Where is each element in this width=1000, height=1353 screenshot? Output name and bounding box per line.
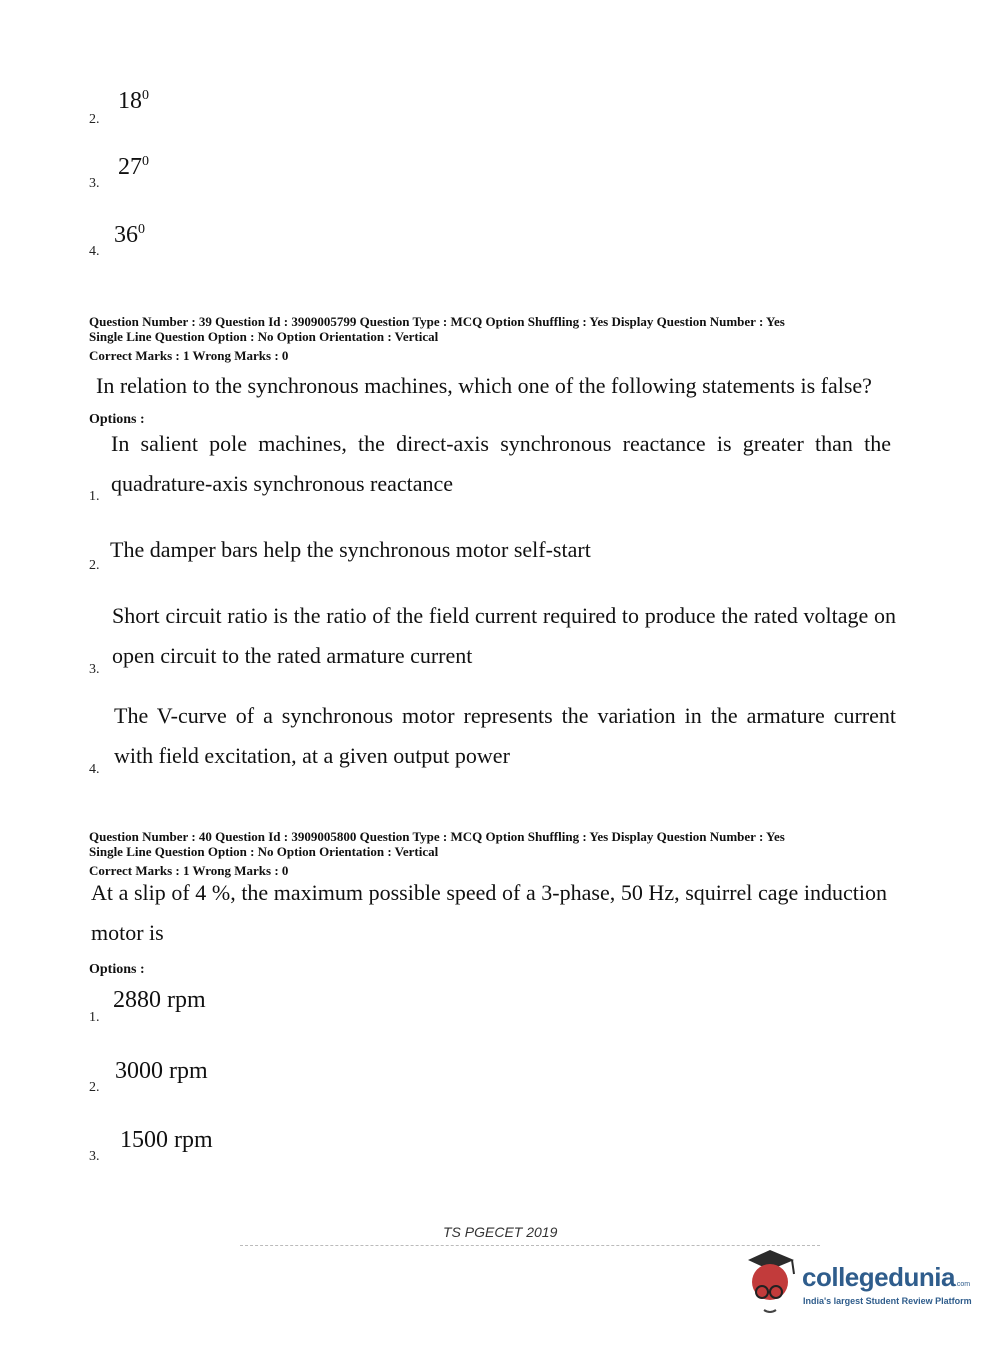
option-number: 2. [89,1080,100,1095]
option-sup: 0 [142,88,149,103]
option-text: 2880 rpm [113,987,206,1013]
option-text: 1500 rpm [120,1127,213,1153]
question-meta-line2: Single Line Question Option : No Option Orientation : Vertical [89,329,439,344]
question-meta [89,829,909,859]
option-text: Short circuit ratio is the ratio of the field current required to produce the rated voltage on open circuit to the rated armature current [112,603,896,668]
question-meta [89,314,909,344]
options-label: Options : [89,412,145,427]
option-base: 36 [114,222,138,248]
brand-tagline: India's largest Student Review Platform [803,1296,972,1306]
footer-divider [240,1245,820,1246]
question-meta-line2: Single Line Question Option : No Option Orientation : Vertical [89,844,439,859]
question-marks: Correct Marks : 1 Wrong Marks : 0 [89,348,289,363]
option-number: 3. [89,662,100,677]
brand-suffix: .com [954,1281,971,1288]
question-marks: Correct Marks : 1 Wrong Marks : 0 [89,863,289,878]
question-text: At a slip of 4 %, the maximum possible speed of a 3-phase, 50 Hz, squirrel cage induction motor is [91,880,887,945]
option-number: 2. [89,558,100,573]
option-sup: 0 [142,154,149,169]
option-number: 4. [89,762,100,777]
option-sup: 0 [138,222,145,237]
options-label: Options : [89,962,145,977]
option-text: 3000 rpm [115,1058,208,1084]
footer-title: TS PGECET 2019 [443,1224,558,1240]
question-meta-line1: Question Number : 40 Question Id : 3909005800 Question Type : MCQ Option Shuffling : Yes Display Question Number : Yes [89,829,785,844]
collegedunia-mascot-icon [740,1246,800,1318]
brand-name: collegedunia [802,1262,955,1292]
option-text: In salient pole machines, the direct-axis synchronous reactance is greater than the quadrature-axis synchronous reactance [111,431,891,496]
brand-logo [802,1262,970,1293]
option-text: The V-curve of a synchronous motor represents the variation in the armature current with field excitation, at a given output power [114,703,896,768]
option-base: 27 [118,154,142,180]
question-meta-line1: Question Number : 39 Question Id : 3909005799 Question Type : MCQ Option Shuffling : Yes Display Question Number : Yes [89,314,785,329]
option-text [118,88,149,115]
option-text: The damper bars help the synchronous motor self-start [110,537,591,562]
option-text [118,154,149,181]
question-text: In relation to the synchronous machines, which one of the following statements is false? [96,373,872,398]
option-number: 1. [89,1010,100,1025]
option-number: 3. [89,176,100,191]
option-number: 4. [89,244,100,259]
option-number: 2. [89,112,100,127]
option-number: 1. [89,489,100,504]
option-text [114,222,145,249]
option-base: 18 [118,88,142,114]
option-number: 3. [89,1149,100,1164]
